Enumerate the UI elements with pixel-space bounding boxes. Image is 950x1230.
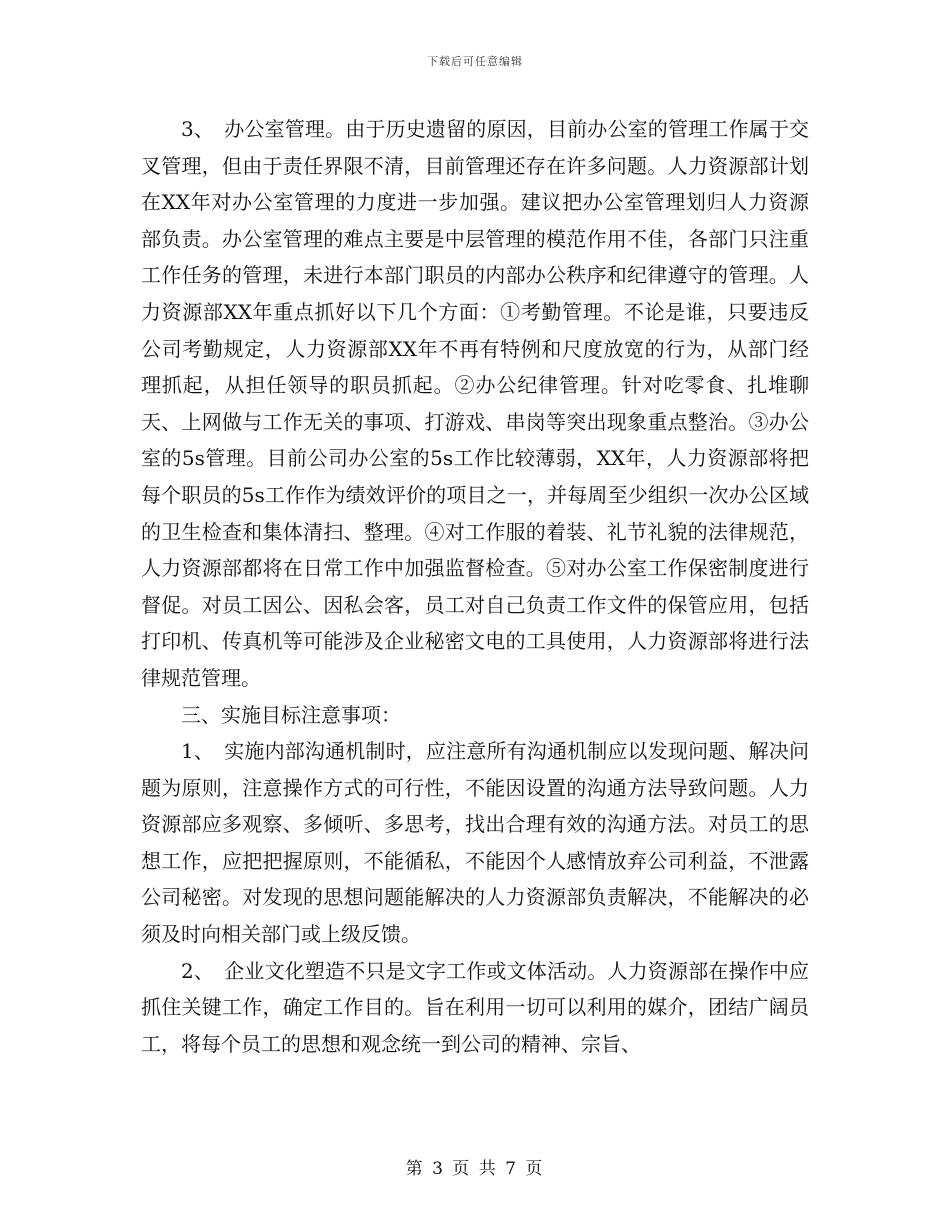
- paragraph-office-management: 3、 办公室管理。由于历史遗留的原因，目前办公室的管理工作属于交叉管理，但由于责任界限不清，目前管理还存在许多问题。人力资源部计划在XX年对办公室管理的力度进一步加强。建议把办公室管理划归人力资源部负责。办公室管理的难点主要是中层管理的模范作用不佳，各部门只注重工作任务的管理，未进行本部门职员的内部办公秩序和纪律遵守的管理。人力资源部XX年重点抓好以下几个方面：①考勤管理。不论是谁，只要违反公司考勤规定，人力资源部XX年不再有特例和尺度放宽的行为，从部门经理抓起，从担任领导的职员抓起。②办公纪律管理。针对吃零食、扎堆聊天、上网做与工作无关的事项、打游戏、串岗等突出现象重点整治。③办公室的5s管理。目前公司办公室的5s工作比较薄弱，XX年，人力资源部将把每个职员的5s工作作为绩效评价的项目之一，并每周至少组织一次办公区域的卫生检查和集体清扫、整理。④对工作服的着装、礼节礼貌的法律规范，人力资源部都将在日常工作中加强监督检查。⑤对办公室工作保密制度进行督促。对员工因公、因私会客，员工对自己负责工作文件的保管应用，包括打印机、传真机等可能涉及企业秘密文电的工具使用，人力资源部将进行法律规范管理。: [141, 117, 809, 690]
- section-heading-notes: 三、实施目标注意事项：: [181, 702, 401, 727]
- document-body: [141, 111, 809, 1062]
- paragraph-corporate-culture: 2、 企业文化塑造不只是文字工作或文体活动。人力资源部在操作中应抓住关键工作，确定工作目的。旨在利用一切可以利用的媒介，团结广阔员工，将每个员工的思想和观念统一到公司的精神、宗旨、: [141, 958, 809, 1056]
- page-header: 下载后可任意编辑: [427, 55, 523, 68]
- page-footer: 第 3 页 共 7 页: [405, 1159, 545, 1179]
- paragraph-communication: 1、 实施内部沟通机制时，应注意所有沟通机制应以发现问题、解决问题为原则，注意操作方式的可行性，不能因设置的沟通方法导致问题。人力资源部应多观察、多倾听、多思考，找出合理有效的沟通方法。对员工的思想工作，应把把握原则，不能循私，不能因个人感情放弃公司利益，不泄露公司秘密。对发现的思想问题能解决的人力资源部负责解决，不能解决的必须及时向相关部门或上级反馈。: [141, 739, 809, 947]
